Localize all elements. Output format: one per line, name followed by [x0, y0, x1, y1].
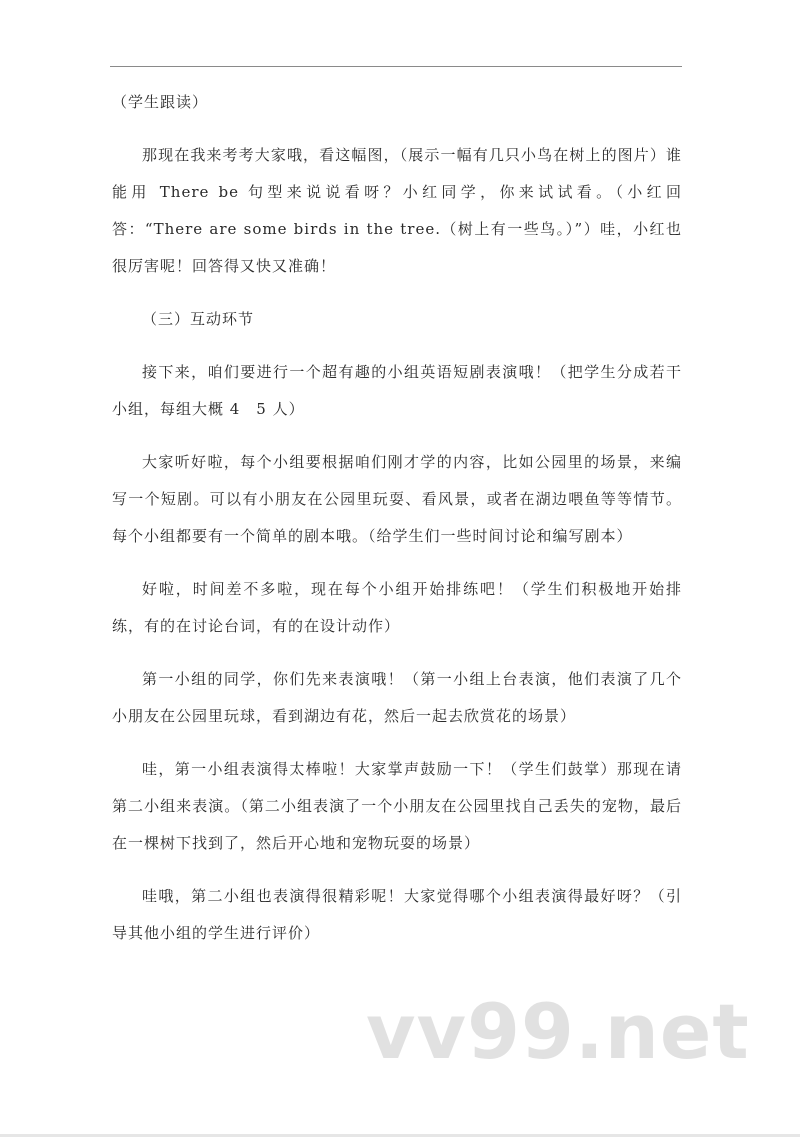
paragraph: （学生跟读） [112, 93, 209, 111]
header-rule [110, 66, 682, 67]
watermark: vv99.net [366, 987, 750, 1076]
paragraph: 好啦，时间差不多啦，现在每个小组开始排练吧！（学生们积极地开始排练，有的在讨论台词，有的在设计动作） [112, 580, 682, 635]
document-body [112, 84, 682, 952]
paragraph: 哇，第一小组表演得太棒啦！大家掌声鼓励一下！（学生们鼓掌）那现在请第二小组来表演。（第二小组表演了一个小朋友在公园里找自己丢失的宠物，最后在一棵树下找到了，然后开心地和宠物玩耍的场景） [112, 760, 682, 852]
paragraph: 那现在我来考考大家哦，看这幅图，（展示一幅有几只小鸟在树上的图片）谁能用 There be 句型来说说看呀？小红同学，你来试试看。（小红回答：“There are some birds in the tree.（树上有一些鸟。）”）哇，小红也很厉害呢！回答得又快又准确！ [112, 146, 682, 275]
paragraph: 第一小组的同学，你们先来表演哦！（第一小组上台表演，他们表演了几个小朋友在公园里玩球，看到湖边有花，然后一起去欣赏花的场景） [112, 670, 682, 725]
paragraph: 大家听好啦，每个小组要根据咱们刚才学的内容，比如公园里的场景，来编写一个短剧。可以有小朋友在公园里玩耍、看风景，或者在湖边喂鱼等等情节。每个小组都要有一个简单的剧本哦。（给学生们一些时间讨论和编写剧本） [112, 453, 682, 545]
paragraph: 接下来，咱们要进行一个超有趣的小组英语短剧表演哦！（把学生分成若干小组，每组大概 4 5 人） [112, 363, 682, 418]
paragraph: 哇哦，第二小组也表演得很精彩呢！大家觉得哪个小组表演得最好呀？（引导其他小组的学生进行评价） [112, 887, 682, 942]
section-heading: （三）互动环节 [142, 310, 255, 328]
